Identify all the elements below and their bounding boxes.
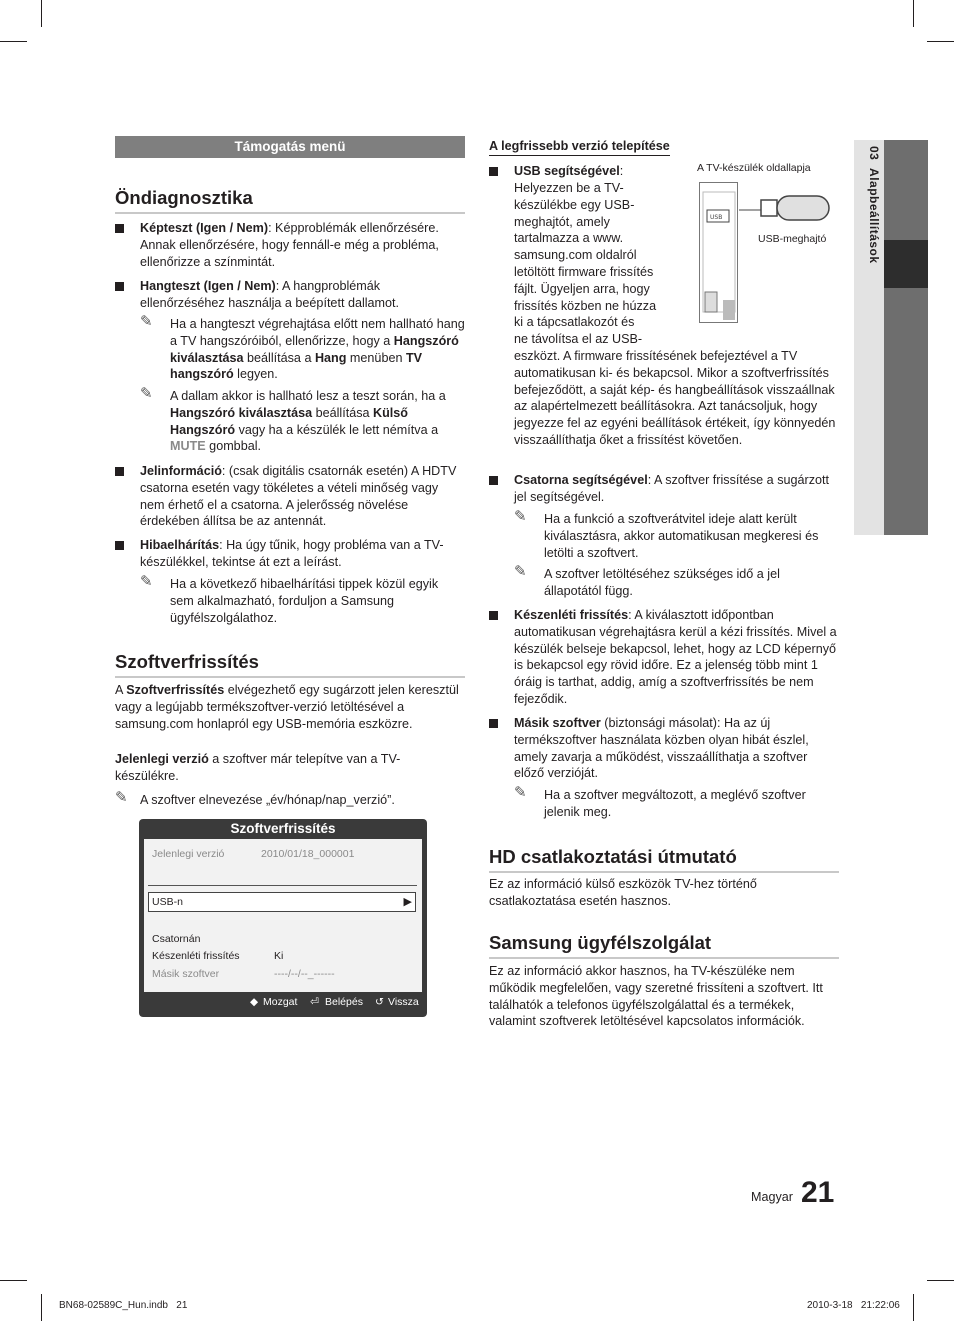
- menu-item-standby-update[interactable]: Készenléti frissítés: [152, 950, 240, 962]
- standby-update-value: Ki: [274, 950, 284, 962]
- current-version-label: Jelenlegi verzió: [152, 848, 225, 860]
- term: Készenléti frissítés: [514, 608, 629, 622]
- usb-instructions-narrow: Helyezzen be a TV- készülékbe egy USB- meghajtót, amely tartalmazza a www. samsung.com oldalról letöltött firmware frissítés fájlt. Ügyeljen arra, hogy frissítés közben ne húzza ki a tápcsatlakozót és ne távolítsa el az USB-: [514, 181, 657, 347]
- alternative-software-value: ----/--/--_------: [274, 968, 335, 980]
- description: : Képproblémák ellenőrzésére. Annak ellenőrzésére, hogy fennáll-e még a probléma, ellenőrizze a színmintát.: [140, 221, 439, 269]
- enter-icon: ⏎: [310, 996, 319, 1008]
- bullet-square-icon: [489, 611, 498, 620]
- crop-mark: [0, 1280, 27, 1281]
- description: : A szoftver frissítése a sugárzott jel segítségével.: [514, 473, 829, 504]
- list-item-text: [514, 715, 839, 782]
- paragraph: Jelenlegi verzió a szoftver már telepítve van a TV-készülékre.: [115, 752, 401, 783]
- usb-port-glyph: USB: [710, 214, 723, 221]
- crop-mark: [927, 1280, 954, 1281]
- chapter-title: Alapbeállítások: [867, 168, 881, 264]
- crop-mark: [913, 1294, 914, 1321]
- panel-corner-block: [723, 300, 735, 320]
- paragraph: A Szoftverfrissítés elvégezhető egy sugárzott jelen keresztül vagy a legújabb termékszoftver-verzió letöltésével a samsung.com honlapról egy USB-memória eszközre.: [115, 683, 459, 731]
- note-pencil-icon: ✎: [140, 313, 153, 330]
- current-version-value: 2010/01/18_000001: [261, 848, 355, 860]
- heading-software-update: Szoftverfrissítés: [115, 651, 465, 678]
- figure-tv-side-label: A TV-készülék oldallapja: [697, 162, 811, 174]
- note-text: Ha a funkció a szoftverátvitel ideje alatt került kiválasztásra, akkor automatikusan megkeresi és letölti a szoftvert.: [544, 512, 819, 560]
- paragraph: Ez az információ külső eszközök TV-hez történő csatlakoztatása esetén hasznos.: [489, 877, 757, 908]
- heading-hd-connection-guide: HD csatlakoztatási útmutató: [489, 846, 839, 873]
- return-icon: ↺: [375, 996, 384, 1008]
- page-number: 21: [801, 1176, 835, 1209]
- paragraph: Ez az információ akkor hasznos, ha TV-készüléke nem működik megfelelően, vagy szeretné frissíteni a szoftvert. Itt találhatók a telefonos ügyfélszolgálattal és a termékek, valamint szoftverek letöltésével kapcsolatos információk.: [489, 964, 823, 1029]
- menu-item-channel[interactable]: Csatornán: [152, 933, 201, 945]
- list-item-text: [140, 463, 465, 530]
- bullet-square-icon: [115, 541, 124, 550]
- bullet-square-icon: [115, 282, 124, 291]
- support-menu-bar: Támogatás menü: [115, 136, 465, 158]
- crop-mark: [913, 0, 914, 27]
- bullet-square-icon: [489, 167, 498, 176]
- screen-panel: [144, 839, 422, 992]
- footer-file: BN68-02589C_Hun.indb 21: [59, 1300, 188, 1311]
- note-pencil-icon: ✎: [140, 385, 153, 402]
- list-item-text: [140, 537, 465, 571]
- note-pencil-icon: ✎: [514, 784, 527, 801]
- crop-mark: [41, 1294, 42, 1321]
- description: : (csak digitális csatornák esetén) A HDTV csatorna esetén vagy tökéletes a vételi minőség vagy nem érhető el a csatorna. A jelerősség növelése érdekében állítsa be az antennát.: [140, 464, 457, 529]
- description: : A kiválasztott időpontban automatikusan végrehajtásra kerül a kézi frissítés. Mivel a készülék belseje bekapcsol, lehet, hogy az LCD képernyő is bekapcsol egy rövid időre. Ez a jelenség több mint 1 óráig is tarthat, addig, amíg a szoftverfrissítés be nem fejeződik.: [514, 608, 837, 706]
- term: USB segítségével: [514, 164, 620, 178]
- note-text: Ha a következő hibaelhárítási tippek közül egyik sem alkalmazható, forduljon a Samsung ügyfélszolgálathoz.: [170, 577, 439, 625]
- description: : A hangproblémák ellenőrzéséhez használja a beépített dallamot.: [140, 279, 400, 310]
- list-item-text: [140, 220, 465, 270]
- software-update-screen: [139, 819, 427, 1017]
- crop-mark: [41, 0, 42, 27]
- term: Csatorna segítségével: [514, 473, 648, 487]
- list-item-text: USB segítségével:: [514, 164, 624, 178]
- term: Hibaelhárítás: [140, 538, 220, 552]
- chevron-right-icon: ▶: [403, 896, 412, 908]
- note-pencil-icon: ✎: [514, 563, 527, 580]
- crop-mark: [927, 41, 954, 42]
- heading-samsung-support: Samsung ügyfélszolgálat: [489, 932, 839, 959]
- menu-item-label: USB-n: [152, 896, 183, 908]
- footer-enter: Belépés: [325, 996, 363, 1008]
- chapter-tab-text: [858, 146, 882, 264]
- note-text: Ha a hangteszt végrehajtása előtt nem hallható hang a TV hangszóróiból, ellenőrizze, hogy a Hangszóró kiválasztása beállítása a Hang menüben TV hangszóró legyen.: [170, 317, 465, 382]
- list-item-text: [514, 607, 839, 708]
- note-pencil-icon: ✎: [140, 573, 153, 590]
- page-language: Magyar: [751, 1190, 793, 1204]
- list-item-text: [140, 278, 465, 312]
- description: : Ha úgy tűnik, hogy probléma van a TV-készülékkel, tekintse át ezt a leírást.: [140, 538, 444, 569]
- footer-back: Vissza: [388, 996, 419, 1008]
- term: Képteszt (Igen / Nem): [140, 221, 269, 235]
- hdmi-port: [705, 292, 717, 312]
- note-text: A dallam akkor is hallható lesz a teszt során, ha a Hangszóró kiválasztása beállítása Külső Hangszóró vagy ha a készülék le lett némítva a MUTE gombbal.: [170, 389, 446, 454]
- description: (biztonsági másolat): Ha az új termékszoftver használata közben olyan hibát észlel, amely zavarja a működést, visszaállíthatja a szoftver előző verzióját.: [514, 716, 809, 781]
- figure-usb-label: USB-meghajtó: [758, 233, 827, 245]
- usb-connector: [761, 200, 777, 216]
- usb-drive-body: [777, 196, 829, 220]
- heading-self-diagnosis: Öndiagnosztika: [115, 187, 465, 214]
- note-pencil-icon: ✎: [514, 508, 527, 525]
- footer-date: 2010-3-18 21:22:06: [807, 1300, 900, 1311]
- footer-move: Mozgat: [263, 996, 298, 1008]
- divider: [148, 885, 417, 886]
- term: Másik szoftver: [514, 716, 601, 730]
- bullet-square-icon: [489, 476, 498, 485]
- chapter-tab-marker: [884, 240, 928, 288]
- chapter-tab-dark: [884, 140, 928, 535]
- bullet-square-icon: [115, 224, 124, 233]
- menu-item-usb[interactable]: [148, 892, 416, 912]
- list-item-text: [514, 472, 839, 506]
- usb-instructions-rest: eszközt. A firmware frissítésének befejeztével a TV automatikusan ki- és bekapcsol. Mikor a szoftverfrissítés befejeződött, a saját kép- és hangbeállítások visszaállnak az alapértelmezett beállításokra. Azt tanácsoljuk, hogy jegyezze fel az egyéni beállítások értékeit, így könnyedén visszaállíthatja őket a frissítést követően.: [514, 349, 836, 447]
- note-text: Ha a szoftver megváltozott, a meglévő szoftver jelenik meg.: [544, 788, 806, 819]
- updown-arrow-icon: ◆: [250, 996, 259, 1008]
- bullet-square-icon: [489, 719, 498, 728]
- install-heading: A legfrissebb verzió telepítése: [489, 139, 670, 156]
- note-text: A szoftver letöltéséhez szükséges idő a jel állapotától függ.: [544, 567, 780, 598]
- chapter-number: 03: [867, 146, 881, 161]
- term: Jelinformáció: [140, 464, 222, 478]
- note-pencil-icon: ✎: [115, 789, 128, 806]
- crop-mark: [0, 41, 27, 42]
- bullet-square-icon: [115, 467, 124, 476]
- usb-port-figure: [699, 182, 839, 324]
- screen-title: Szoftverfrissítés: [230, 821, 336, 836]
- menu-item-alternative-software[interactable]: Másik szoftver: [152, 968, 220, 980]
- term: Hangteszt (Igen / Nem): [140, 279, 276, 293]
- note-text: A szoftver elnevezése „év/hónap/nap_verzió”.: [140, 793, 395, 807]
